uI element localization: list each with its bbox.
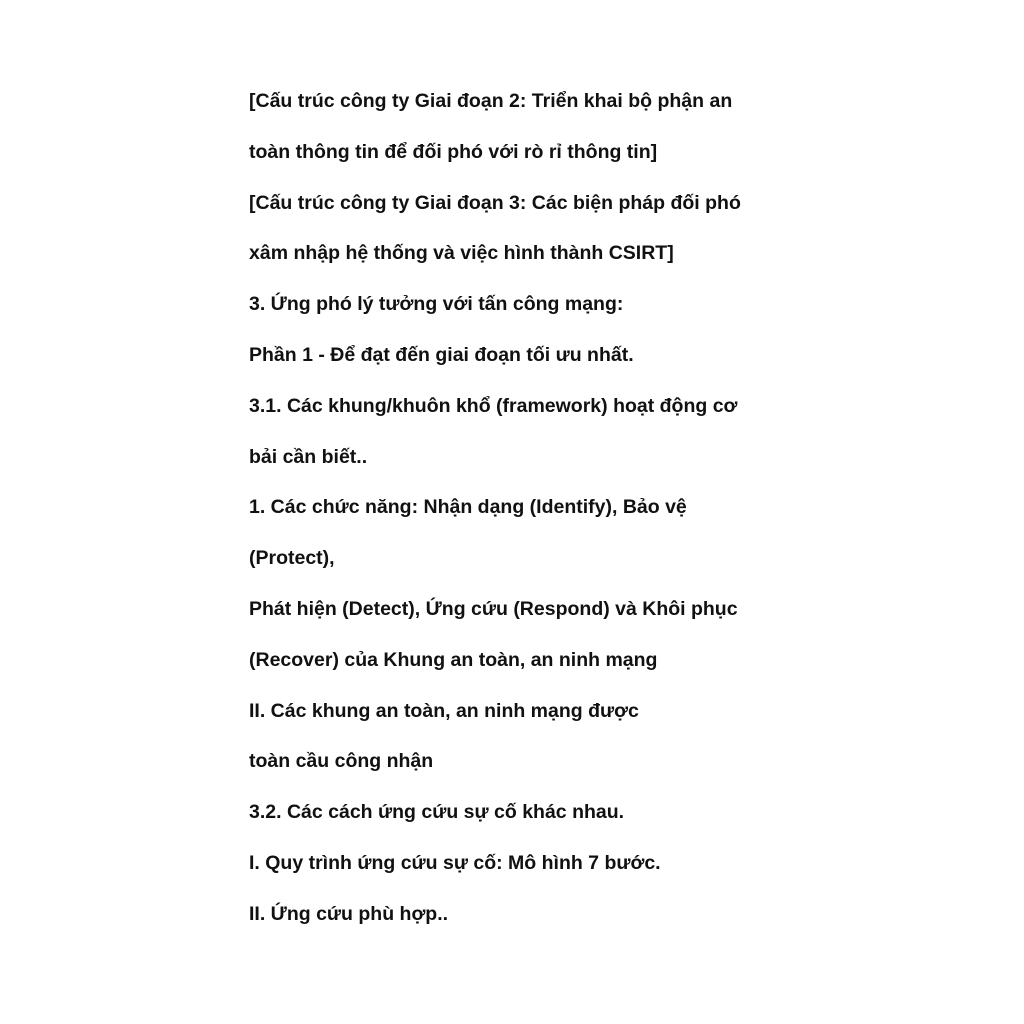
document-text	[249, 78, 809, 942]
subsection-heading: 3.2. Các cách ứng cứu sự cố khác nhau.	[249, 801, 625, 824]
text-line: (Recover) của Khung an toàn, an ninh mạng	[249, 648, 658, 671]
section-heading: 3. Ứng phó lý tưởng với tấn công mạng:	[249, 293, 624, 316]
list-item: II. Ứng cứu phù hợp..	[249, 902, 449, 925]
text-line: [Cấu trúc công ty Giai đoạn 3: Các biện pháp đối phó	[249, 191, 741, 214]
text-line: xâm nhập hệ thống và việc hình thành CSIRT]	[249, 242, 674, 265]
list-item: I. Quy trình ứng cứu sự cố: Mô hình 7 bước.	[249, 851, 661, 874]
text-line: (Protect),	[249, 547, 335, 570]
text-line: toàn cầu công nhận	[249, 750, 434, 773]
list-item: 1. Các chức năng: Nhận dạng (Identify), Bảo vệ	[249, 496, 687, 519]
text-line: [Cấu trúc công ty Giai đoạn 2: Triển khai bộ phận an	[249, 90, 733, 112]
subsection-heading: 3.1. Các khung/khuôn khổ (framework) hoạt động cơ	[249, 394, 738, 417]
list-item: II. Các khung an toàn, an ninh mạng được	[249, 699, 639, 722]
text-line: bải cần biết..	[249, 445, 368, 468]
text-line: toàn thông tin để đối phó với rò rỉ thông tin]	[249, 140, 658, 163]
text-line: Phát hiện (Detect), Ứng cứu (Respond) và Khôi phục	[249, 597, 738, 620]
text-line: Phần 1 - Để đạt đến giai đoạn tối ưu nhất.	[249, 343, 634, 366]
